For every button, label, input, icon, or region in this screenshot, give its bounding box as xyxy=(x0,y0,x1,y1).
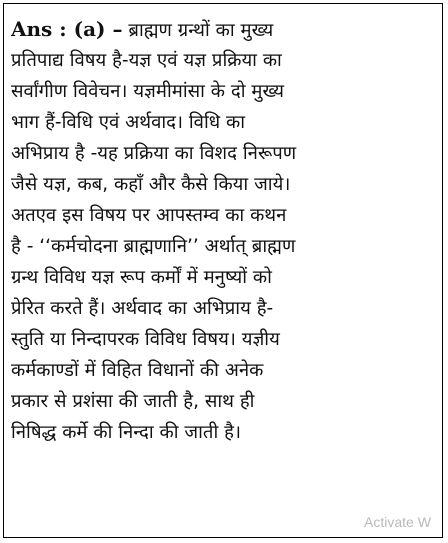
answer-line-1-text: ब्राह्मण ग्रन्थों का मुख्य xyxy=(128,20,274,41)
answer-line-12: कर्मकाण्डों में विहित विधानों की अनेक xyxy=(11,360,264,381)
activation-watermark: Activate W xyxy=(364,514,431,530)
answer-line-7: अतएव इस विषय पर आपस्तम्व का कथन xyxy=(11,205,287,226)
answer-line-8: है - ‘‘कर्मचोदना ब्राह्मणानि’’ अर्थात् ब्राह्मण xyxy=(11,236,296,257)
answer-line-6: जैसे यज्ञ, कब, कहाँ और कैसे किया जाये। xyxy=(11,174,291,195)
answer-line-1 xyxy=(11,14,441,45)
answer-line-9: ग्रन्थ विविध यज्ञ रूप कर्मों में मनुष्यों को xyxy=(11,267,272,288)
answer-line-14: निषिद्ध कर्मे की निन्दा की जाती है। xyxy=(11,422,241,443)
answer-line-2: प्रतिपाद्य विषय है-यज्ञ एवं यज्ञ प्रक्रिया का xyxy=(11,50,282,71)
answer-line-5: अभिप्राय है -यह प्रक्रिया का विशद निरूपण xyxy=(11,143,297,164)
answer-label: Ans : (a) – xyxy=(11,17,123,41)
answer-line-4: भाग हैं-विधि एवं अर्थवाद। विधि का xyxy=(11,112,245,133)
answer-text xyxy=(11,14,441,448)
answer-line-10: प्रेरित करते हैं। अर्थवाद का अभिप्राय है- xyxy=(11,298,274,319)
answer-line-11: स्तुति या निन्दापरक विविध विषय। यज्ञीय xyxy=(11,329,280,350)
answer-line-3: सर्वांगीण विवेचन। यज्ञमीमांसा के दो मुख्य xyxy=(11,81,284,102)
answer-box xyxy=(3,3,443,538)
answer-line-13: प्रकार से प्रशंसा की जाती है, साथ ही xyxy=(11,391,255,412)
